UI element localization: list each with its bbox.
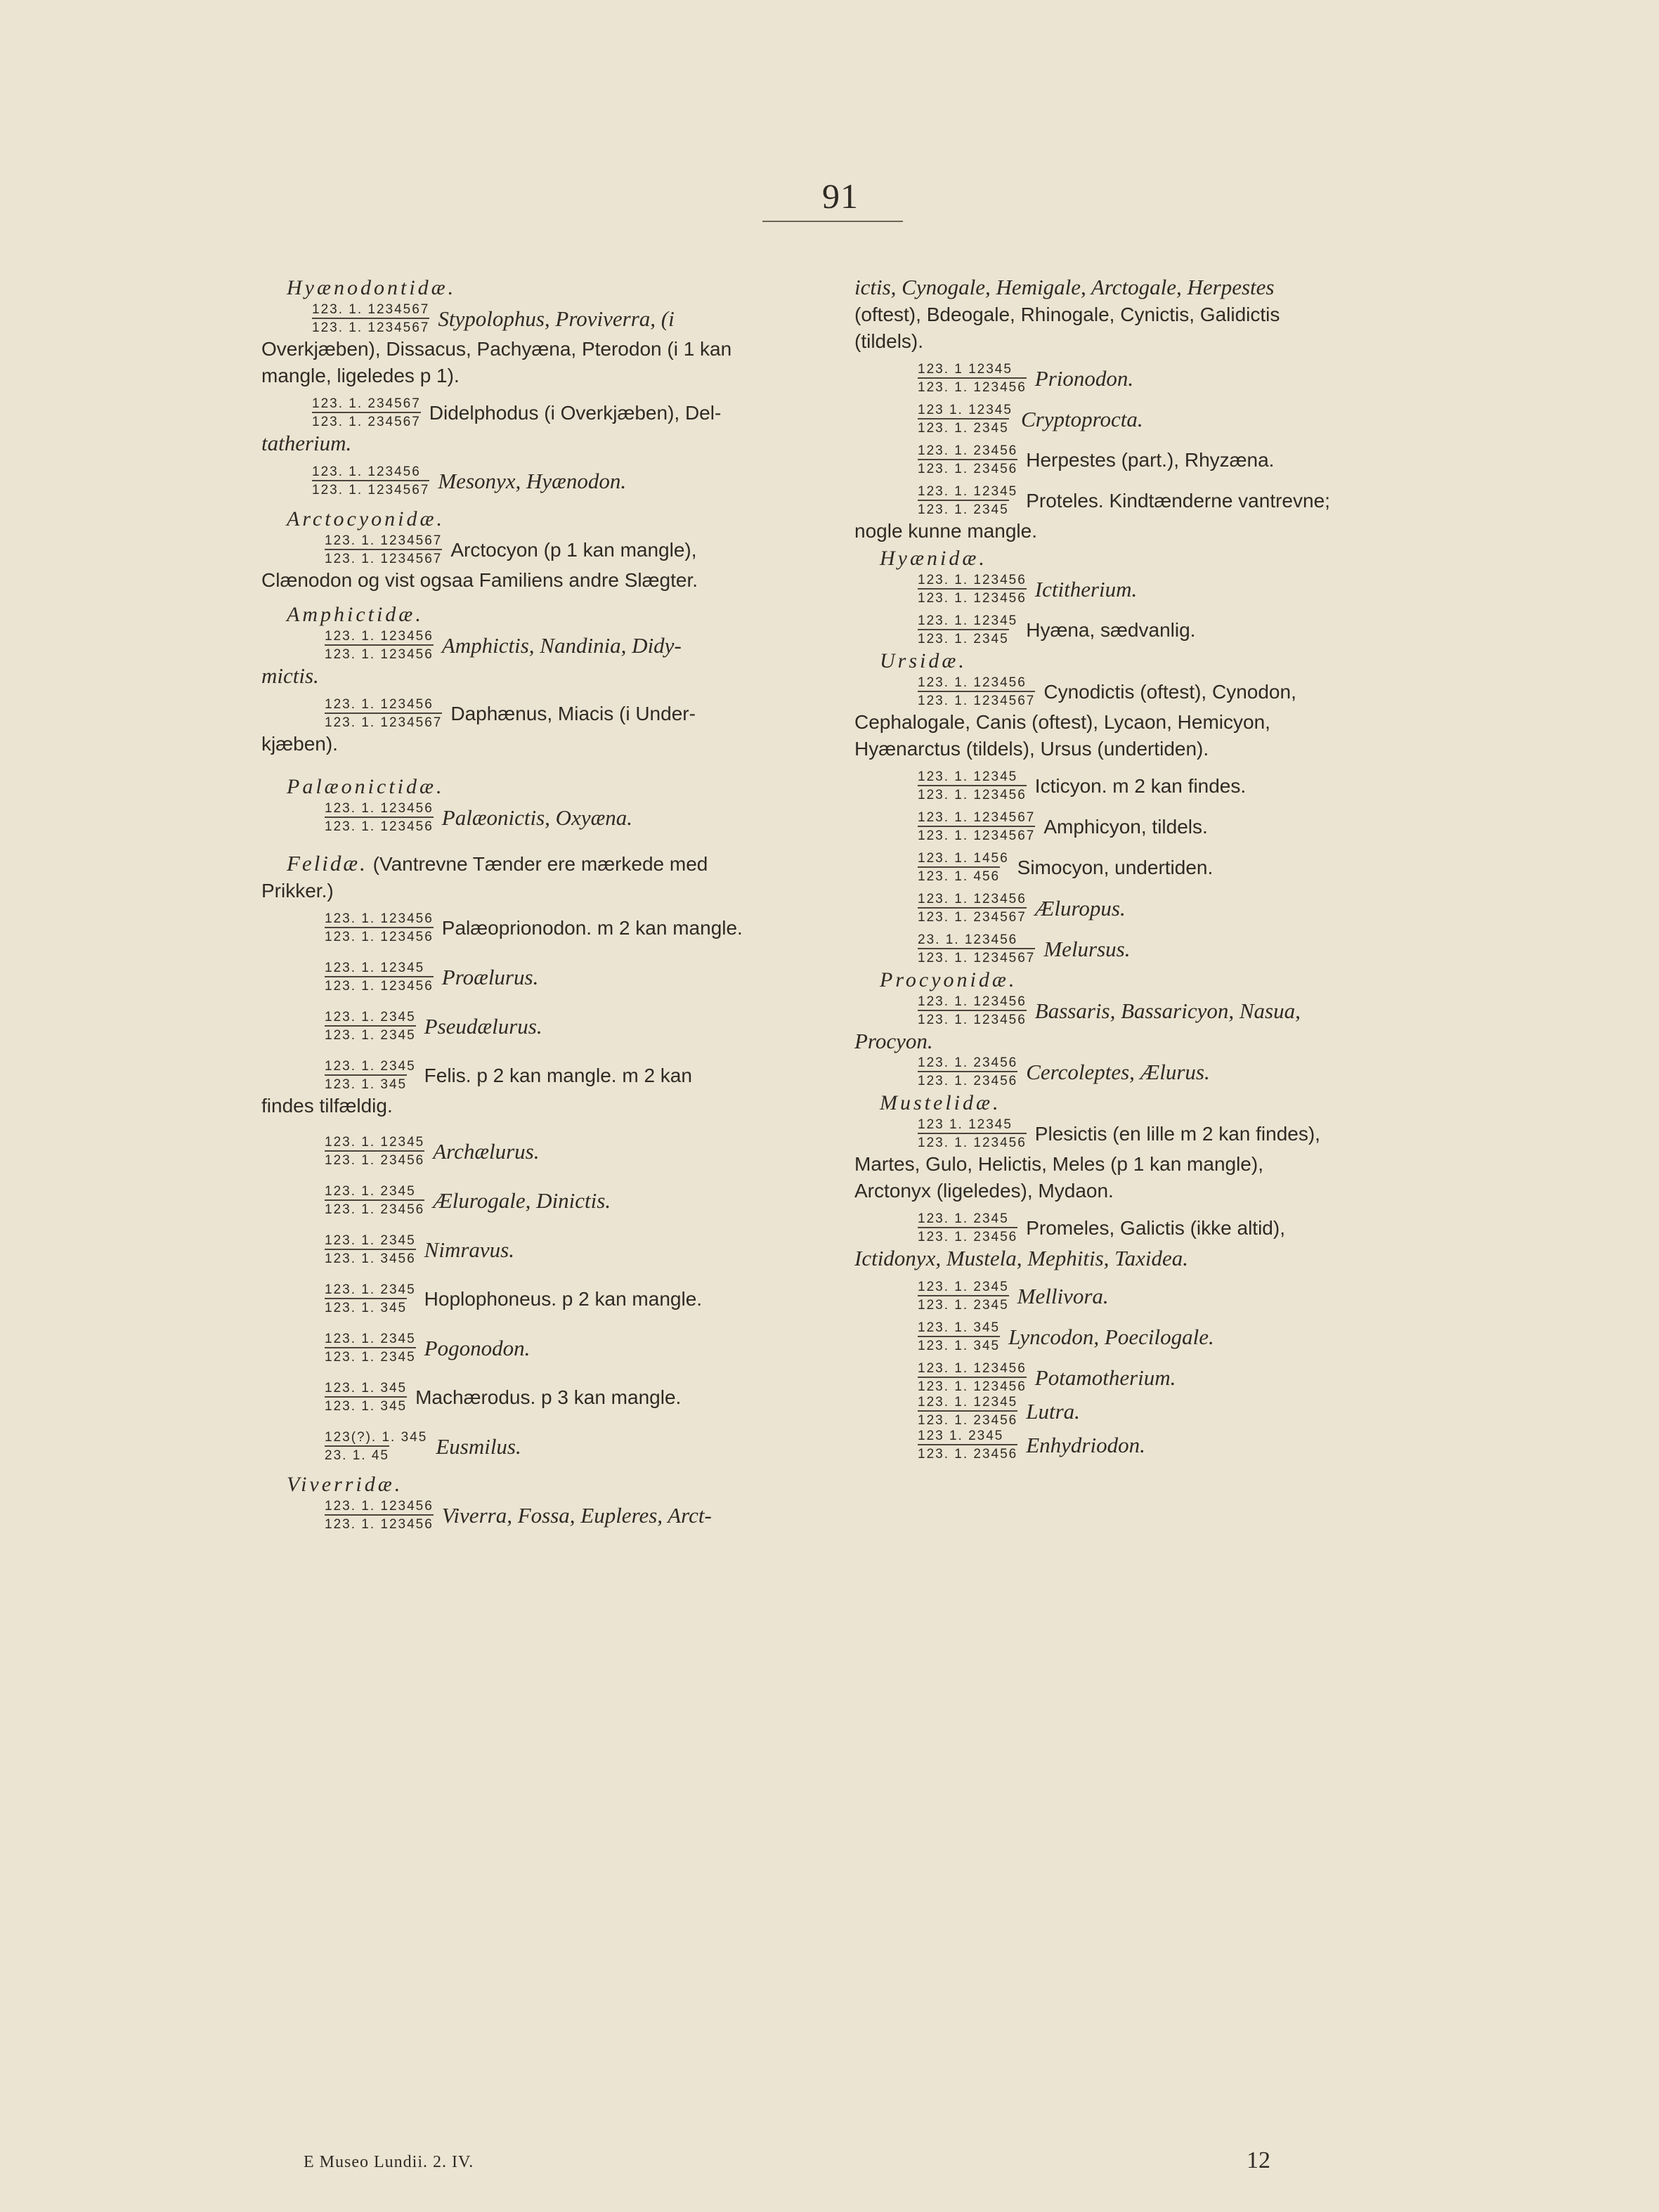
dental-formula: $\frac{123. 1. 12345}{123. 1. 23456}$ — [918, 1395, 1018, 1428]
formula-entry — [325, 629, 822, 663]
entry-text: Proælurus. — [441, 964, 539, 989]
entry-continuation: kjæben). — [261, 733, 338, 755]
formula-entry — [325, 801, 822, 835]
entry-text: Mellivora. — [1017, 1283, 1109, 1308]
dental-formula: $\frac{123. 1. 1234567}{123. 1. 1234567}$ — [918, 810, 1036, 843]
entry-text: Lutra. — [1026, 1398, 1080, 1424]
entry-continuation: Prikker.) — [261, 880, 334, 902]
formula-entry — [325, 911, 822, 945]
dental-formula: $\frac{123. 1 12345}{123. 1. 123456}$ — [918, 362, 1027, 395]
entry-continuation: (tildels). — [854, 330, 924, 352]
right-column — [854, 274, 1417, 1462]
formula-entry — [325, 1059, 822, 1093]
formula-entry — [325, 961, 822, 994]
entry-continuation: Overkjæben), Dissacus, Pachyæna, Pterodon (i 1 kan — [261, 338, 732, 360]
dental-formula: $\frac{123. 1. 1234567}{123. 1. 1234567}$ — [325, 533, 443, 566]
dental-formula: $\frac{123. 1. 12345}{123. 1. 123456}$ — [325, 961, 434, 994]
entry-text: Pseudælurus. — [424, 1013, 542, 1039]
entry-continuation: nogle kunne mangle. — [854, 520, 1037, 542]
entry-continuation: ictis, Cynogale, Hemigale, Arctogale, Herpestes — [854, 275, 1275, 299]
dental-formula: $\frac{123. 1. 2345}{123. 1. 23456}$ — [918, 1211, 1018, 1244]
entry-continuation: Hyænarctus (tildels), Ursus (undertiden). — [854, 738, 1209, 760]
formula-entry — [918, 1429, 1417, 1462]
entry-text: Felis. p 2 kan mangle. m 2 kan — [424, 1065, 692, 1086]
family-heading: Palæonictidæ. — [287, 775, 445, 798]
dental-formula: $\frac{123. 1. 12345}{123. 1. 123456}$ — [918, 769, 1027, 802]
family-heading: Procyonidæ. — [880, 968, 1017, 991]
formula-entry — [918, 573, 1417, 606]
dental-formula: $\frac{123. 1. 2345}{123. 1. 2345}$ — [325, 1010, 416, 1043]
dental-formula: $\frac{23. 1. 123456}{123. 1. 1234567}$ — [918, 932, 1036, 965]
dental-formula: $\frac{123. 1. 23456}{123. 1. 23456}$ — [918, 443, 1018, 476]
dental-formula: $\frac{123. 1. 1456}{123. 1. 456}$ — [918, 851, 1009, 884]
left-column — [261, 274, 822, 1533]
entry-text: Cynodictis (oftest), Cynodon, — [1043, 681, 1296, 703]
formula-entry — [918, 1117, 1417, 1151]
dental-formula: $\frac{123. 1. 2345}{123. 1. 2345}$ — [325, 1332, 416, 1365]
entry-text: Nimravus. — [424, 1237, 514, 1262]
formula-entry — [918, 1361, 1417, 1395]
family-heading: Felidæ. — [287, 851, 367, 876]
dental-formula: $\frac{123. 1. 2345}{123. 1. 3456}$ — [325, 1233, 416, 1266]
entry-text: Herpestes (part.), Rhyzæna. — [1026, 449, 1275, 471]
entry-text: Æluropus. — [1034, 895, 1126, 920]
formula-entry — [918, 892, 1417, 925]
entry-continuation: mangle, ligeledes p 1). — [261, 365, 460, 386]
entry-text: Prionodon. — [1034, 365, 1134, 391]
formula-entry — [918, 1055, 1417, 1089]
formula-entry — [325, 697, 822, 731]
family-heading: Hyænodontidæ. — [287, 276, 457, 299]
formula-entry — [918, 1280, 1417, 1313]
formula-entry — [918, 994, 1417, 1028]
page-number: 91 — [822, 176, 859, 216]
dental-formula: $\frac{123. 1. 123456}{123. 1. 123456}$ — [325, 1499, 434, 1532]
dental-formula: $\frac{123. 1. 2345}{123. 1. 345}$ — [325, 1059, 416, 1092]
dental-formula: $\frac{123. 1. 123456}{123. 1. 123456}$ — [325, 911, 434, 944]
entry-continuation: mictis. — [261, 663, 319, 688]
entry-text: Hyæna, sædvanlig. — [1026, 619, 1196, 641]
dental-formula: $\frac{123. 1. 12345}{123. 1. 2345}$ — [918, 484, 1018, 517]
dental-formula: $\frac{123. 1. 2345}{123. 1. 345}$ — [325, 1282, 416, 1315]
entry-text: Viverra, Fossa, Eupleres, Arct- — [441, 1502, 712, 1528]
formula-entry — [312, 464, 822, 498]
dental-formula: $\frac{123. 1. 123456}{123. 1. 123456}$ — [918, 573, 1027, 606]
entry-text: Promeles, Galictis (ikke altid), — [1026, 1217, 1285, 1239]
entry-text: Amphicyon, tildels. — [1043, 816, 1208, 838]
formula-entry — [918, 1320, 1417, 1354]
formula-entry — [918, 810, 1417, 844]
formula-entry — [325, 1010, 822, 1043]
entry-text: Hoplophoneus. p 2 kan mangle. — [424, 1288, 703, 1310]
entry-continuation: tatherium. — [261, 431, 352, 455]
dental-formula: $\frac{123. 1. 12345}{123. 1. 23456}$ — [325, 1135, 425, 1168]
entry-text: Melursus. — [1043, 936, 1131, 961]
dental-formula: $\frac{123. 1. 2345}{123. 1. 2345}$ — [918, 1280, 1009, 1313]
entry-text: Didelphodus (i Overkjæben), Del- — [429, 402, 722, 424]
formula-entry — [918, 932, 1417, 966]
formula-entry — [325, 1135, 822, 1169]
entry-text: Cercoleptes, Ælurus. — [1026, 1059, 1210, 1084]
formula-entry — [918, 484, 1417, 518]
entry-text: Enhydriodon. — [1026, 1432, 1145, 1457]
formula-entry — [325, 1332, 822, 1365]
header-rule — [762, 221, 903, 222]
entry-continuation: Arctonyx (ligeledes), Mydaon. — [854, 1180, 1114, 1202]
dental-formula: $\frac{123. 1. 123456}{123. 1. 1234567}$ — [325, 697, 443, 730]
entry-text: Plesictis (en lille m 2 kan findes), — [1034, 1123, 1320, 1145]
dental-formula: $\frac{123. 1. 123456}{123. 1. 123456}$ — [325, 629, 434, 662]
family-heading: Amphictidæ. — [287, 603, 424, 626]
dental-formula: $\frac{123. 1. 123456}{123. 1. 123456}$ — [918, 994, 1027, 1027]
entry-continuation: Martes, Gulo, Helictis, Meles (p 1 kan mangle), — [854, 1153, 1263, 1175]
entry-text: Stypolophus, Proviverra, (i — [438, 306, 675, 331]
formula-entry — [918, 675, 1417, 709]
entry-text: Cryptoprocta. — [1020, 406, 1143, 431]
formula-entry — [918, 443, 1417, 477]
entry-text: Ictitherium. — [1034, 576, 1138, 601]
formula-entry — [325, 1430, 822, 1464]
dental-formula: $\frac{123 1. 12345}{123. 1. 123456}$ — [918, 1117, 1027, 1150]
formula-entry — [325, 1282, 822, 1316]
entry-text: Lyncodon, Poecilogale. — [1008, 1324, 1214, 1349]
formula-entry — [918, 769, 1417, 803]
entry-continuation: findes tilfældig. — [261, 1095, 393, 1117]
entry-text: Ælurogale, Dinictis. — [433, 1188, 611, 1213]
formula-entry — [325, 1381, 822, 1414]
formula-entry — [918, 1211, 1417, 1245]
footer-signature: 12 — [1247, 2147, 1270, 2173]
family-heading: Hyænidæ. — [880, 547, 987, 570]
family-heading: Viverridæ. — [287, 1473, 403, 1496]
entry-continuation: Cephalogale, Canis (oftest), Lycaon, Hemicyon, — [854, 711, 1270, 733]
formula-entry — [325, 1233, 822, 1267]
entry-text: Bassaris, Bassaricyon, Nasua, — [1034, 998, 1301, 1023]
entry-text: Machærodus. p 3 kan mangle. — [415, 1386, 682, 1408]
dental-formula: $\frac{123. 1. 345}{123. 1. 345}$ — [918, 1320, 1001, 1353]
entry-text: Potamotherium. — [1034, 1365, 1176, 1390]
entry-text: Simocyon, undertiden. — [1017, 857, 1214, 878]
entry-continuation: Clænodon og vist ogsaa Familiens andre Slægter. — [261, 569, 698, 591]
entry-text: Palæonictis, Oxyæna. — [441, 805, 633, 830]
entry-text: Proteles. Kindtænderne vantrevne; — [1026, 490, 1330, 512]
dental-formula: $\frac{123. 1. 23456}{123. 1. 23456}$ — [918, 1055, 1018, 1088]
dental-formula: $\frac{123. 1. 345}{123. 1. 345}$ — [325, 1381, 408, 1414]
family-heading: Mustelidæ. — [880, 1091, 1001, 1114]
dental-formula: $\frac{123. 1. 2345}{123. 1. 23456}$ — [325, 1184, 425, 1217]
entry-text: Icticyon. m 2 kan findes. — [1034, 775, 1247, 797]
entry-continuation: (oftest), Bdeogale, Rhinogale, Cynictis, Galidictis — [854, 304, 1280, 325]
dental-formula: $\frac{123 1. 2345}{123. 1. 23456}$ — [918, 1429, 1018, 1462]
entry-text: Pogonodon. — [424, 1335, 531, 1360]
dental-formula: $\frac{123. 1. 1234567}{123. 1. 1234567}$ — [312, 302, 430, 335]
dental-formula: $\frac{123 1. 12345}{123. 1. 2345}$ — [918, 403, 1013, 436]
formula-entry — [918, 362, 1417, 396]
family-heading: Arctocyonidæ. — [287, 507, 445, 531]
formula-entry — [325, 533, 822, 567]
entry-text: Arctocyon (p 1 kan mangle), — [450, 539, 697, 561]
dental-formula: $\frac{123. 1. 123456}{123. 1. 123456}$ — [325, 801, 434, 834]
formula-entry — [325, 1184, 822, 1218]
dental-formula: $\frac{123. 1. 123456}{123. 1. 1234567}$ — [918, 675, 1036, 708]
family-intro: Felidæ. (Vantrevne Tænder ere mærkede med — [287, 851, 708, 876]
entry-continuation: Procyon. — [854, 1029, 933, 1053]
formula-entry — [312, 396, 822, 430]
entry-text: Eusmilus. — [436, 1433, 521, 1459]
footer-source: E Museo Lundii. 2. IV. — [304, 2153, 474, 2171]
dental-formula: $\frac{123(?). 1. 345}{23. 1. 45}$ — [325, 1430, 428, 1463]
dental-formula: $\frac{123. 1. 123456}{123. 1. 234567}$ — [918, 892, 1027, 925]
formula-entry — [918, 613, 1417, 647]
entry-continuation: Ictidonyx, Mustela, Mephitis, Taxidea. — [854, 1246, 1188, 1270]
formula-entry — [325, 1499, 822, 1533]
entry-text: Amphictis, Nandinia, Didy- — [441, 632, 682, 658]
formula-entry — [312, 302, 822, 336]
formula-entry — [918, 851, 1417, 885]
dental-formula: $\frac{123. 1. 123456}{123. 1. 123456}$ — [918, 1361, 1027, 1394]
entry-text: Daphænus, Miacis (i Under- — [450, 703, 696, 724]
dental-formula: $\frac{123. 1. 12345}{123. 1. 2345}$ — [918, 613, 1018, 646]
entry-text: Palæoprionodon. m 2 kan mangle. — [441, 917, 743, 939]
dental-formula: $\frac{123. 1. 234567}{123. 1. 234567}$ — [312, 396, 421, 429]
family-heading: Ursidæ. — [880, 649, 967, 672]
formula-entry — [918, 1395, 1417, 1429]
formula-entry — [918, 403, 1417, 436]
entry-text: Mesonyx, Hyænodon. — [438, 468, 627, 493]
dental-formula: $\frac{123. 1. 123456}{123. 1. 1234567}$ — [312, 464, 430, 497]
entry-text: Archælurus. — [433, 1138, 540, 1164]
